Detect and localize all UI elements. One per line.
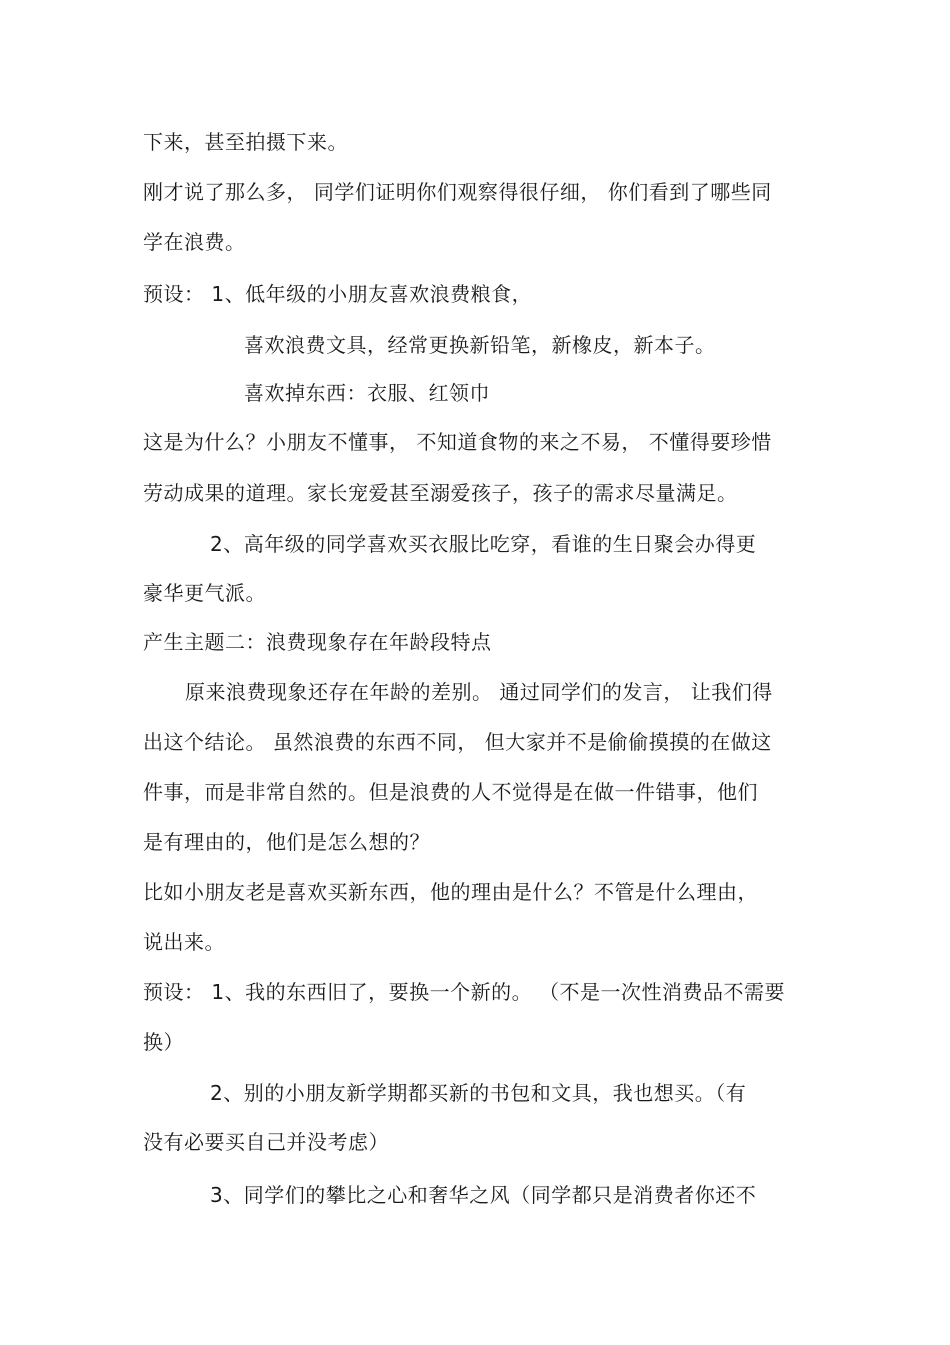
text-line: 原来浪费现象还存在年龄的差别。 通过同学们的发言， 让我们得 (185, 680, 773, 704)
text-line: 换） (143, 1030, 184, 1054)
text-line: 喜欢浪费文具，经常更换新铅笔，新橡皮，新本子。 (244, 333, 716, 357)
text-line: 这是为什么？小朋友不懂事， 不知道食物的来之不易， 不懂得要珍惜 (143, 430, 772, 454)
text-line: 没有必要买自己并没考虑） (143, 1130, 389, 1154)
text-line: 比如小朋友老是喜欢买新东西，他的理由是什么？不管是什么理由， (143, 880, 758, 904)
text-line: 3、同学们的攀比之心和奢华之风（同学都只是消费者你还不 (210, 1183, 757, 1207)
text-line: 预设： 1、低年级的小朋友喜欢浪费粮食， (143, 282, 533, 306)
text-line: 2、高年级的同学喜欢买衣服比吃穿，看谁的生日聚会办得更 (210, 532, 757, 556)
section-heading: 产生主题二：浪费现象存在年龄段特点 (143, 630, 492, 654)
text-line: 出这个结论。 虽然浪费的东西不同， 但大家并不是偷偷摸摸的在做这 (143, 730, 772, 754)
text-line: 说出来。 (143, 930, 225, 954)
text-line: 2、别的小朋友新学期都买新的书包和文具，我也想买。（有 (210, 1081, 747, 1105)
text-line: 劳动成果的道理。家长宠爱甚至溺爱孩子，孩子的需求尽量满足。 (143, 481, 738, 505)
text-line: 豪华更气派。 (143, 581, 266, 605)
text-line: 下来，甚至拍摄下来。 (143, 130, 348, 154)
text-line: 预设： 1、我的东西旧了，要换一个新的。 （不是一次性消费品不需要 (143, 980, 785, 1004)
text-line: 学在浪费。 (143, 230, 246, 254)
text-line: 是有理由的，他们是怎么想的？ (143, 830, 430, 854)
text-line: 喜欢掉东西：衣服、红领巾 (244, 381, 490, 405)
text-line: 刚才说了那么多， 同学们证明你们观察得很仔细， 你们看到了哪些同 (143, 180, 772, 204)
text-line: 件事，而是非常自然的。但是浪费的人不觉得是在做一件错事，他们 (143, 780, 758, 804)
